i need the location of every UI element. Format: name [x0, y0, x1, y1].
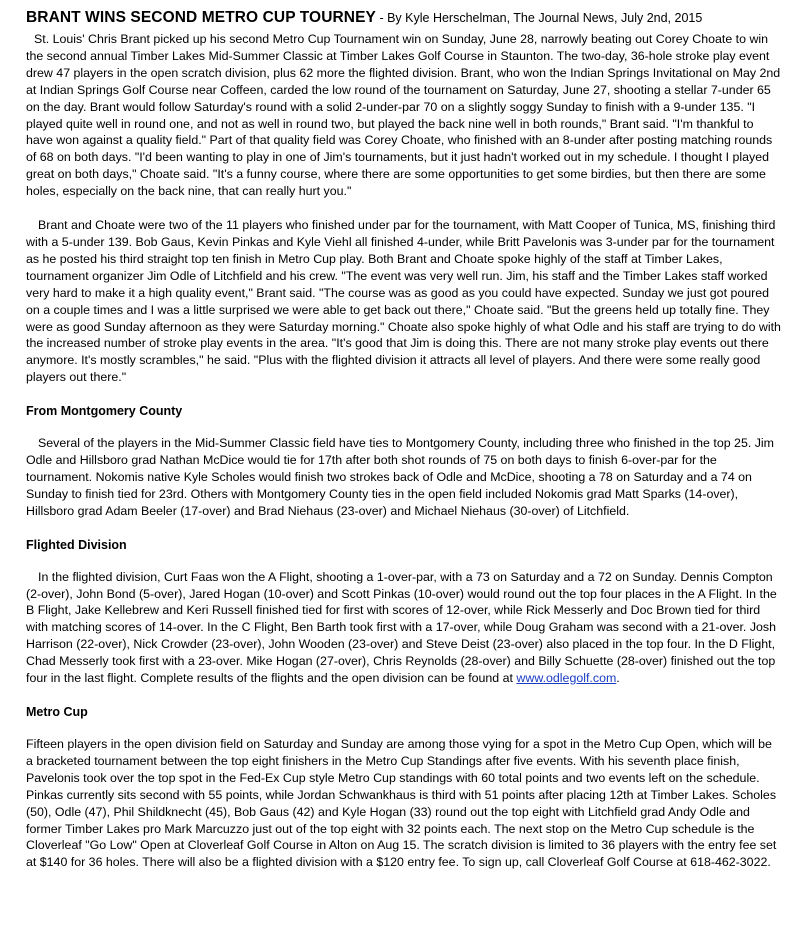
section-heading-metro-cup: Metro Cup: [26, 705, 88, 719]
headline: BRANT WINS SECOND METRO CUP TOURNEY: [26, 9, 376, 26]
paragraph-montgomery: Several of the players in the Mid-Summer Classic field have ties to Montgomery County, including three who finished in the top 25. Jim Odle and Hillsboro grad Nathan McDice would tie for 17th after both shot rounds of 75 on both days to finish 6-over-par for the tournament. Nokomis native Kyle Scholes would finish two strokes back of Odle and McDice, shooting a 78 on Saturday and a 74 on Sunday to finish tied for 23rd. Others with Montgomery County ties in the open field included Nokomis grad Matt Sparks (14-over), Hillsboro grad Adam Beeler (17-over) and Brad Niehaus (23-over) and Michael Niehaus (30-over) of Litchfield.: [26, 436, 774, 518]
headline-row: [26, 9, 781, 27]
paragraph-flighted-text: In the flighted division, Curt Faas won the A Flight, shooting a 1-over-par, with a 73 on Saturday and a 72 on Sunday. Dennis Compton (2-over), John Bond (5-over), Jared Hogan (10-over) and Scott Pinkas (10-over) would round out the top four places in the A Flight. In the B Flight, Jake Kellebrew and Keri Russell finished tied for first with scores of 12-over, while Rick Messerly and Doc Brown tied for third with matching scores of 14-over. In the C Flight, Ben Barth took first with a 17-over, while Doug Graham was second with a 21-over. Josh Harrison (22-over), Nick Crowder (23-over), John Wooden (23-over) and Steve Deist (23-over) also placed in the top four. In the D Flight, Chad Messerly took first with a 23-over. Mike Hogan (27-over), Chris Reynolds (28-over) and Billy Schuette (28-over) finished out the top four in the last flight. Complete results of the flights and the open division can be found at: [26, 569, 777, 686]
section-heading-flighted: Flighted Division: [26, 537, 127, 552]
paragraph-intro: St. Louis' Chris Brant picked up his second Metro Cup Tournament win on Sunday, June 28, narrowly beating out Corey Choate to win the second annual Timber Lakes Mid-Summer Classic at Timber Lakes Golf Course in Staunton. The two-day, 36-hole stroke play event drew 47 players in the open scratch division, plus 62 more the flighted division. Brant, who won the Indian Springs Invitational on May 2nd at Indian Springs Golf Course near Coffeen, carded the low round of the tournament on Saturday, June 27, shooting a stellar 7-under 65 on the day. Brant would follow Saturday's round with a solid 2-under-par 70 on a slightly soggy Sunday to finish with a 9-under 135. "I played quite well in round one, and not as well in round two, but played the back nine well in both rounds," Brant said. "I'm thankful to have won against a quality field." Part of that quality field was Corey Choate, who finished with an 8-under after posting matching rounds of 68 on both days. "I'd been wanting to play in one of Jim's tournaments, but it just hadn't worked out in my schedule. I thought I played great on both days," Choate said. "It's a funny course, where there are some opportunities to get some birdies, but then there are some holes, especially on the back nine, that can really hurt you.": [26, 32, 781, 199]
byline: - By Kyle Herschelman, The Journal News, July 2nd, 2015: [375, 11, 703, 25]
paragraph-metro-cup: Fifteen players in the open division field on Saturday and Sunday are among those vying for a spot in the Metro Cup Open, which will be a bracketed tournament between the top eight finishers in the Metro Cup Standings after five events. With his seventh place finish, Pavelonis took over the top spot in the Fed-Ex Cup style Metro Cup standings with 60 total points and two events left on the schedule. Pinkas currently sits second with 55 points, while Jordan Schwankhaus is third with 51 points after placing 12th at Timber Lakes. Scholes (50), Odle (47), Phil Shildknecht (45), Bob Gaus (42) and Kyle Hogan (33) round out the top eight with Litchfield grad Andy Odle and former Timber Lakes pro Mark Marcuzzo just out of the top eight with 32 points each. The next stop on the Metro Cup schedule is the Cloverleaf "Go Low" Open at Cloverleaf Golf Course in Alton on Aug 15. The scratch division is limited to 36 players with the entry fee set at $140 for 36 holes. There will also be a flighted division with a $120 entry fee. To sign up, call Cloverleaf Golf Course at 618-462-3022.: [26, 737, 777, 870]
odlegolf-link[interactable]: www.odlegolf.com: [516, 671, 617, 686]
paragraph-under-par: Brant and Choate were two of the 11 players who finished under par for the tournament, with Matt Cooper of Tunica, MS, finishing third with a 5-under 139. Bob Gaus, Kevin Pinkas and Kyle Viehl all finished 4-under, while Britt Pavelonis was 3-under par for the tournament as he posted his third straight top ten finish in Metro Cup play. Both Brant and Choate spoke highly of the staff at Timber Lakes, tournament organizer Jim Odle of Litchfield and his crew. "The event was very well run. Jim, his staff and the Timber Lakes staff worked very hard to make it a high quality event," Brant said. "The course was as good as you could have expected. Sunday we just got poured on a couple times and I was a little surprised we were able to get back out there," Choate said. "But the greens held up totally fine. They were as good Sunday afternoon as they were Saturday morning." Choate also spoke highly of what Odle and his staff are trying to do with the increased number of stroke play events in the area. "It's good that Jim is doing this. There are not many stroke play events out there anymore. It's mostly scrambles," he said. "Plus with the flighted division it attracts all level of players. And there were some really good players out there.": [26, 218, 781, 385]
paragraph-flighted-end: .: [616, 671, 620, 686]
section-heading-montgomery: From Montgomery County: [26, 404, 183, 419]
paragraph-flighted: [26, 569, 781, 687]
